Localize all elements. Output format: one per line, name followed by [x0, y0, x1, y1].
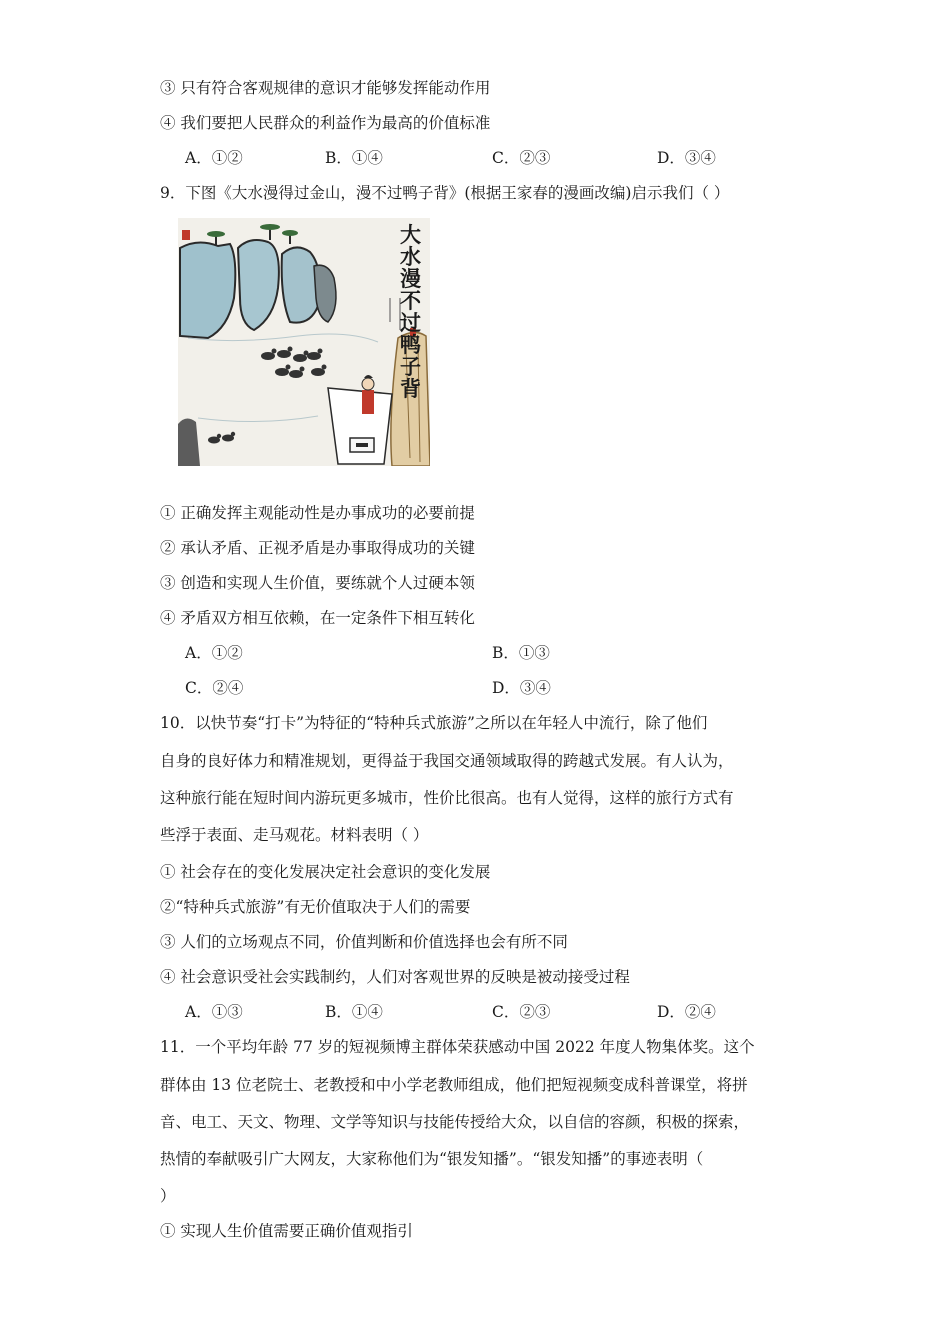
q10-stem-line-1: 10．以快节奏“打卡”为特征的“特种兵式旅游”之所以在年轻人中流行，除了他们 — [160, 714, 708, 732]
ink-painting-ducks-mountain-icon — [178, 218, 430, 466]
q9-stem: 9．下图《大水漫得过金山，漫不过鸭子背》(根据王家春的漫画改编)启示我们（ ） — [160, 184, 730, 202]
q10-option-b: B．①④ — [325, 1003, 383, 1021]
q10-item-4: ④ 社会意识受社会实践制约，人们对客观世界的反映是被动接受过程 — [160, 968, 630, 986]
q9-option-c: C．②④ — [185, 679, 244, 697]
q10-stem-line-4: 些浮于表面、走马观花。材料表明（ ） — [160, 826, 429, 844]
q10-stem-line-3: 这种旅行能在短时间内游玩更多城市，性价比很高。也有人觉得，这样的旅行方式有 — [160, 789, 734, 807]
q9-option-a: A．①② — [185, 644, 243, 662]
q9-item-2: ② 承认矛盾、正视矛盾是办事取得成功的关键 — [160, 539, 475, 557]
calligraphy-title: 大水漫不过鸭子背 — [400, 223, 421, 401]
q10-option-a: A．①③ — [185, 1003, 243, 1021]
q10-item-3: ③ 人们的立场观点不同，价值判断和价值选择也会有所不同 — [160, 933, 568, 951]
q10-option-d: D．②④ — [657, 1003, 716, 1021]
q10-stem-line-2: 自身的良好体力和精准规划，更得益于我国交通领域取得的跨越式发展。有人认为， — [160, 752, 734, 770]
q11-stem-line-1: 11．一个平均年龄 77 岁的短视频博主群体荣获感动中国 2022 年度人物集体奖。这个 — [160, 1038, 755, 1056]
q9-item-4: ④ 矛盾双方相互依赖，在一定条件下相互转化 — [160, 609, 475, 627]
q8-item-4: ④ 我们要把人民群众的利益作为最高的价值标准 — [160, 114, 491, 132]
q8-item-3: ③ 只有符合客观规律的意识才能够发挥能动作用 — [160, 79, 491, 97]
q9-item-1: ① 正确发挥主观能动性是办事成功的必要前提 — [160, 504, 475, 522]
q8-option-b: B．①④ — [325, 149, 383, 167]
q8-option-c: C．②③ — [492, 149, 551, 167]
q8-option-d: D．③④ — [657, 149, 716, 167]
q10-item-2: ②“特种兵式旅游”有无价值取决于人们的需要 — [160, 898, 471, 916]
q11-stem-line-4: 热情的奉献吸引广大网友，大家称他们为“银发知播”。“银发知播”的事迹表明（ — [160, 1150, 704, 1168]
q11-stem-line-2: 群体由 13 位老院士、老教授和中小学老教师组成，他们把短视频变成科普课堂，将拼 — [160, 1076, 748, 1094]
q10-option-c: C．②③ — [492, 1003, 551, 1021]
q8-option-a: A．①② — [185, 149, 243, 167]
q11-stem-line-3: 音、电工、天文、物理、文学等知识与技能传授给大众，以自信的容颜，积极的探索， — [160, 1113, 750, 1131]
q11-item-1: ① 实现人生价值需要正确价值观指引 — [160, 1222, 413, 1240]
q9-option-d: D．③④ — [492, 679, 551, 697]
q9-option-b: B．①③ — [492, 644, 550, 662]
q9-item-3: ③ 创造和实现人生价值，要练就个人过硬本领 — [160, 574, 475, 592]
q10-item-1: ① 社会存在的变化发展决定社会意识的变化发展 — [160, 863, 491, 881]
cartoon-image — [178, 218, 430, 466]
q11-stem-line-5: ） — [160, 1187, 176, 1205]
